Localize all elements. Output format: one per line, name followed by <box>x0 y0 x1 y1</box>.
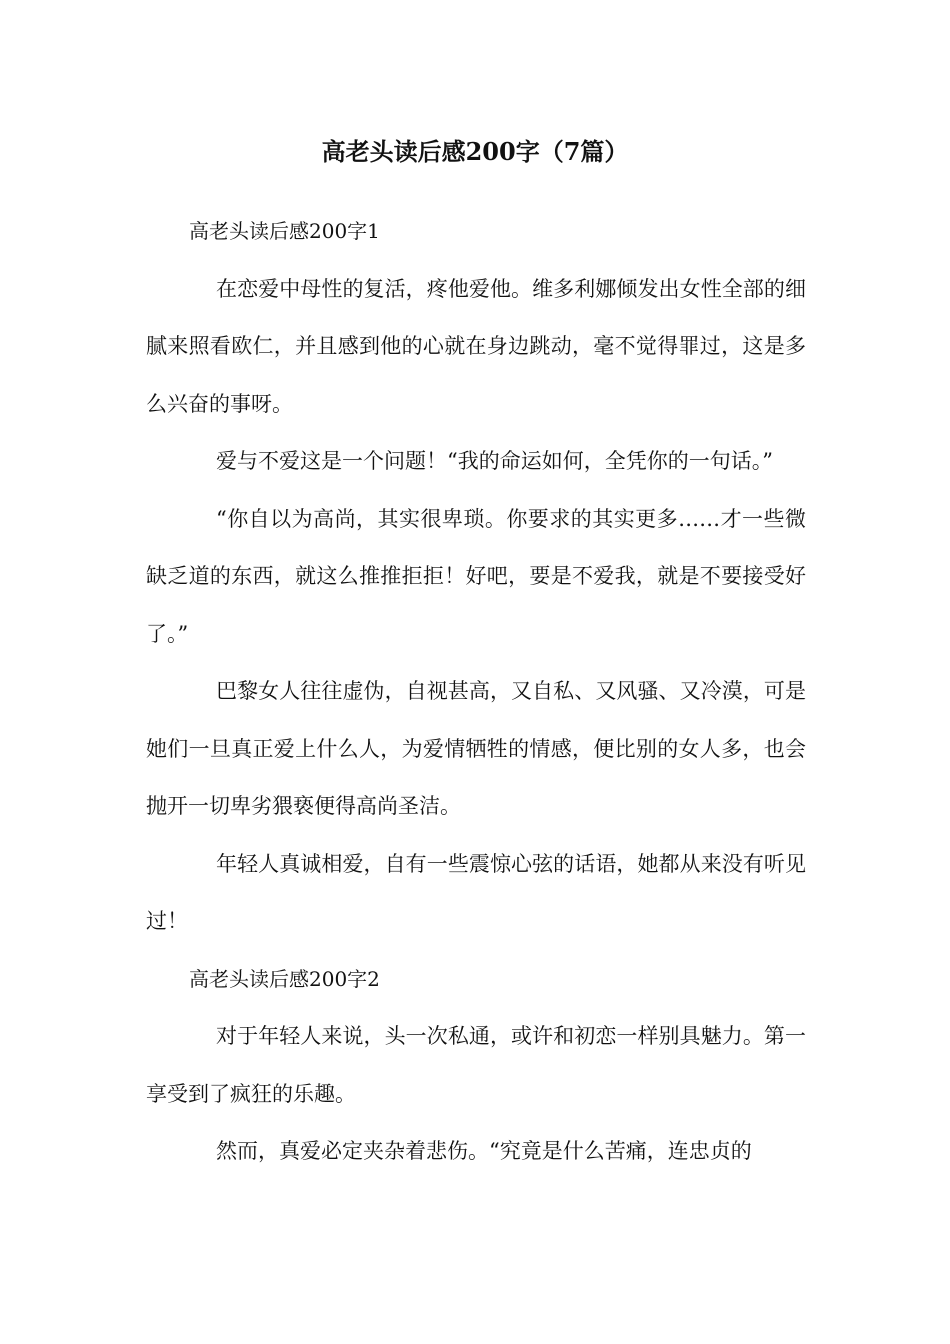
section-heading: 高老头读后感200字1 <box>189 219 380 243</box>
paragraph: 对于年轻人来说，头一次私通，或许和初恋一样别具魅力。第一享受到了疯狂的乐趣。 <box>146 1024 806 1106</box>
document-body <box>146 203 806 1181</box>
paragraph: 巴黎女人往往虚伪，自视甚高，又自私、又风骚、又冷漠，可是她们一旦真正爱上什么人，为爱情牺牲的情感，便比别的女人多，也会抛开一切卑劣猥亵便得高尚圣洁。 <box>146 679 806 818</box>
section-heading: 高老头读后感200字2 <box>189 966 380 991</box>
paragraph: 年轻人真诚相爱，自有一些震惊心弦的话语，她都从来没有听见过！ <box>146 851 806 933</box>
paragraph: 爱与不爱这是一个问题！“我的命运如何，全凭你的一句话。” <box>216 449 773 473</box>
paragraph: 在恋爱中母性的复活，疼他爱他。维多利娜倾发出女性全部的细腻来照看欧仁，并且感到他的心就在身边跳动，毫不觉得罪过，这是多么兴奋的事呀。 <box>146 276 806 416</box>
paragraph: “你自以为高尚，其实很卑琐。你要求的其实更多……才一些微缺乏道的东西，就这么推推拒拒！好吧，要是不爱我，就是不要接受好了。” <box>146 506 806 646</box>
paragraph: 然而，真爱必定夹杂着悲伤。“究竟是什么苦痛，连忠贞的 <box>216 1139 752 1163</box>
document-title: 高老头读后感200字（7篇） <box>321 137 629 166</box>
